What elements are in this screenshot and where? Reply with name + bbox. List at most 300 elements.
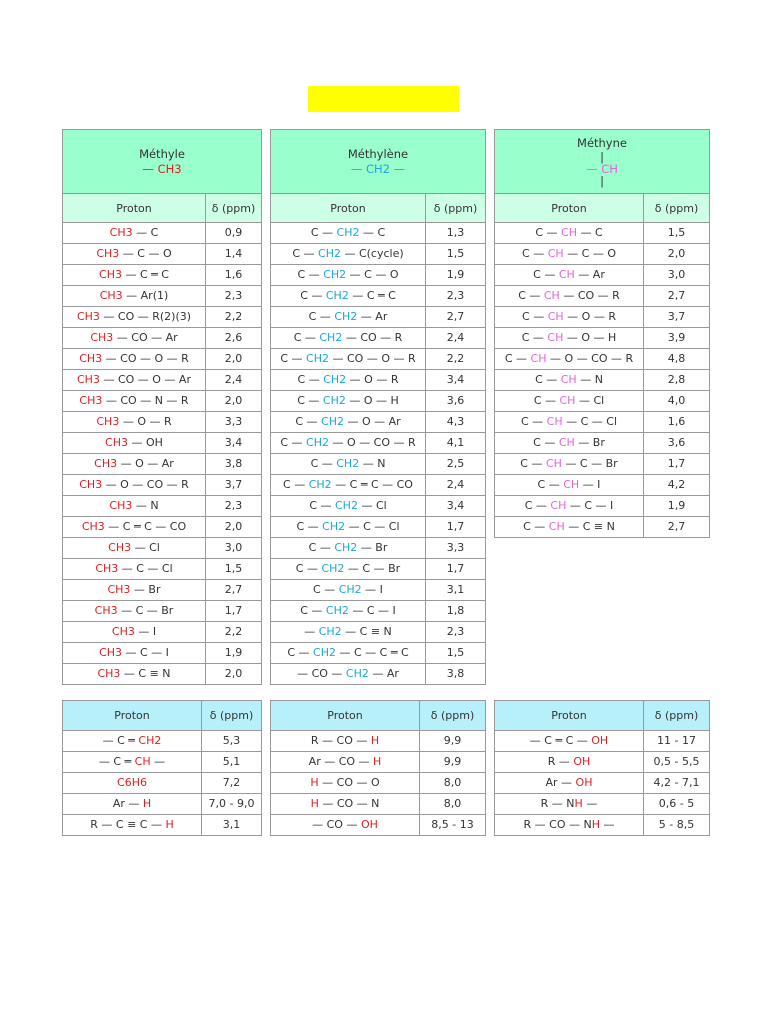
highlighted-proton: CH xyxy=(547,310,564,323)
shift-cell: 1,5 xyxy=(206,559,262,580)
proton-cell: CH3 — CO — Ar xyxy=(63,328,206,349)
shift-cell: 3,6 xyxy=(644,433,710,454)
table-row xyxy=(63,370,262,391)
proton-cell: C — CH — C — O xyxy=(495,244,644,265)
shift-column-header: δ (ppm) xyxy=(644,194,710,223)
shift-cell: 1,6 xyxy=(644,412,710,433)
proton-column-header: Proton xyxy=(63,701,202,731)
proton-cell: C — CH — C ≡ N xyxy=(495,517,644,538)
shift-cell: 2,8 xyxy=(644,370,710,391)
methylene-group-formula: — CH2 — xyxy=(350,161,406,176)
proton-cell: Ar — CO — H xyxy=(271,752,420,773)
proton-cell: C — CH2 — N xyxy=(271,454,426,475)
highlighted-proton: CH3 xyxy=(97,667,121,680)
shift-cell: 1,7 xyxy=(426,559,486,580)
table-row xyxy=(271,731,486,752)
table-row xyxy=(63,559,262,580)
highlighted-proton: CH xyxy=(547,247,564,260)
proton-cell: CH3 — O — CO — R xyxy=(63,475,206,496)
proton-cell: C — CH2 — C ═ C — CO xyxy=(271,475,426,496)
shift-cell: 7,2 xyxy=(202,773,262,794)
table-row xyxy=(271,517,486,538)
table-row xyxy=(271,370,486,391)
aldehyde-acid-table xyxy=(270,700,486,836)
proton-cell: C — CH2 — I xyxy=(271,580,426,601)
table-row xyxy=(63,815,262,836)
proton-cell: C — CH2 — C(cycle) xyxy=(271,244,426,265)
highlighted-proton: CH3 xyxy=(95,562,119,575)
highlighted-proton: H xyxy=(574,797,583,810)
table-row xyxy=(271,391,486,412)
proton-cell: C — CH2 — O — H xyxy=(271,391,426,412)
table-row xyxy=(271,559,486,580)
methyne-table xyxy=(494,129,710,538)
proton-cell: — C ═ CH — xyxy=(63,752,202,773)
table-row xyxy=(271,433,486,454)
proton-cell: C — CH2 — C — O xyxy=(271,265,426,286)
table-row xyxy=(495,731,710,752)
highlighted-proton: CH2 xyxy=(318,625,342,638)
proton-cell: CH3 — C — I xyxy=(63,643,206,664)
highlighted-proton: CH3 xyxy=(79,394,103,407)
table-row xyxy=(271,496,486,517)
shift-cell: 1,3 xyxy=(426,223,486,244)
table-row xyxy=(495,454,710,475)
shift-cell: 2,0 xyxy=(206,391,262,412)
highlighted-proton: CH3 xyxy=(111,625,135,638)
highlighted-proton: CH2 xyxy=(308,478,332,491)
proton-cell: CH3 — OH xyxy=(63,433,206,454)
shift-cell: 3,7 xyxy=(206,475,262,496)
proton-cell: CH3 — C ═ C — CO xyxy=(63,517,206,538)
highlighted-proton: CH2 xyxy=(323,268,347,281)
highlighted-proton: CH3 xyxy=(77,373,100,386)
proton-cell: C — CH — Ar xyxy=(495,265,644,286)
table-row xyxy=(63,475,262,496)
highlighted-proton: H xyxy=(370,734,380,747)
table-row xyxy=(495,349,710,370)
proton-cell: C — CH — O — H xyxy=(495,328,644,349)
table-row xyxy=(495,496,710,517)
shift-cell: 1,8 xyxy=(426,601,486,622)
proton-cell: CH3 — CO — N — R xyxy=(63,391,206,412)
proton-cell: — C ═ C — OH xyxy=(495,731,644,752)
table-row xyxy=(63,622,262,643)
shift-column-header: δ (ppm) xyxy=(426,194,486,223)
shift-cell: 2,3 xyxy=(206,496,262,517)
proton-cell: C — CH — I xyxy=(495,475,644,496)
table-row xyxy=(271,815,486,836)
shift-cell: 2,4 xyxy=(206,370,262,391)
highlighted-proton: CH3 xyxy=(90,331,114,344)
table-row xyxy=(63,307,262,328)
highlighted-proton: CH xyxy=(530,352,547,365)
table-row xyxy=(63,752,262,773)
proton-cell: R — CO — NH — xyxy=(495,815,644,836)
table-row xyxy=(271,538,486,559)
table-row xyxy=(63,773,262,794)
highlighted-proton: CH2 xyxy=(323,373,347,386)
table-row xyxy=(495,794,710,815)
proton-cell: CH3 — O — R xyxy=(63,412,206,433)
shift-cell: 2,7 xyxy=(426,307,486,328)
highlighted-proton: CH xyxy=(543,289,560,302)
methyne-title: Méthyne xyxy=(577,136,627,150)
shift-cell: 9,9 xyxy=(420,731,486,752)
proton-cell: C — CH — C xyxy=(495,223,644,244)
shift-cell: 7,0 - 9,0 xyxy=(202,794,262,815)
proton-cell: C — CH2 — O — Ar xyxy=(271,412,426,433)
highlighted-proton: CH3 xyxy=(79,352,103,365)
highlighted-proton: CH2 xyxy=(138,734,162,747)
shift-cell: 4,0 xyxy=(644,391,710,412)
proton-cell: C — CH — N xyxy=(495,370,644,391)
proton-cell: CH3 — C — Cl xyxy=(63,559,206,580)
table-row xyxy=(63,731,262,752)
highlighted-proton: CH2 xyxy=(336,226,360,239)
shift-cell: 2,0 xyxy=(206,349,262,370)
table-row xyxy=(271,643,486,664)
shift-cell: 3,8 xyxy=(426,664,486,685)
shift-cell: 0,5 - 5,5 xyxy=(644,752,710,773)
proton-cell: R — CO — H xyxy=(271,731,420,752)
shift-column-header: δ (ppm) xyxy=(202,701,262,731)
highlighted-proton: CH xyxy=(560,373,577,386)
proton-cell: CH3 — Ar(1) xyxy=(63,286,206,307)
highlighted-proton: CH xyxy=(134,755,151,768)
highlighted-proton: CH xyxy=(545,457,562,470)
methylene-title: Méthylène xyxy=(347,146,409,161)
proton-cell: H — CO — N xyxy=(271,794,420,815)
proton-cell: CH3 — C ≡ N xyxy=(63,664,206,685)
table-row xyxy=(271,412,486,433)
highlighted-proton: CH xyxy=(563,478,580,491)
table-row xyxy=(271,773,486,794)
shift-cell: 2,7 xyxy=(644,286,710,307)
table-row xyxy=(271,475,486,496)
alkene-aromatic-table xyxy=(62,700,262,836)
shift-cell: 2,3 xyxy=(206,286,262,307)
table-row xyxy=(63,349,262,370)
shift-cell: 1,7 xyxy=(644,454,710,475)
table-row xyxy=(63,433,262,454)
shift-cell: 3,4 xyxy=(206,433,262,454)
highlighted-proton: H xyxy=(373,755,382,768)
table-row xyxy=(63,664,262,685)
table-row xyxy=(495,265,710,286)
highlighted-proton: CH3 xyxy=(99,646,123,659)
table-row xyxy=(495,517,710,538)
shift-cell: 1,4 xyxy=(206,244,262,265)
shift-cell: 1,7 xyxy=(206,601,262,622)
proton-column-header: Proton xyxy=(271,701,420,731)
highlighted-proton: CH3 xyxy=(109,499,133,512)
proton-cell: C — CH — C — Br xyxy=(495,454,644,475)
table-row xyxy=(495,752,710,773)
shift-cell: 2,2 xyxy=(206,622,262,643)
proton-cell: CH3 — CO — R(2)(3) xyxy=(63,307,206,328)
highlighted-proton: CH2 xyxy=(321,562,345,575)
highlighted-proton: CH3 xyxy=(81,520,105,533)
shift-cell: 11 - 17 xyxy=(644,731,710,752)
proton-cell: — CO — CH2 — Ar xyxy=(271,664,426,685)
shift-cell: 3,8 xyxy=(206,454,262,475)
shift-cell: 3,4 xyxy=(426,496,486,517)
highlighted-proton: CH3 xyxy=(96,247,120,260)
title-highlight-box xyxy=(308,86,459,112)
shift-cell: 1,9 xyxy=(426,265,486,286)
highlighted-proton: CH xyxy=(559,394,576,407)
highlighted-proton: H xyxy=(310,776,319,789)
table-row xyxy=(271,454,486,475)
methyne-bond-up: | xyxy=(600,150,604,164)
proton-cell: C — CH2 — C xyxy=(271,223,426,244)
table-row xyxy=(63,538,262,559)
proton-column-header: Proton xyxy=(271,194,426,223)
table-row xyxy=(63,244,262,265)
proton-cell: C — CH2 — CO — R xyxy=(271,328,426,349)
table-row xyxy=(271,349,486,370)
proton-cell: H — CO — O xyxy=(271,773,420,794)
shift-cell: 2,4 xyxy=(426,475,486,496)
highlighted-proton: CH2 xyxy=(321,415,344,428)
shift-cell: 2,6 xyxy=(206,328,262,349)
table-row xyxy=(495,815,710,836)
proton-cell: C — CH2 — CO — O — R xyxy=(271,349,426,370)
shift-cell: 2,3 xyxy=(426,622,486,643)
proton-cell: C — CH2 — Cl xyxy=(271,496,426,517)
highlighted-proton: CH2 xyxy=(322,520,346,533)
shift-cell: 1,5 xyxy=(426,643,486,664)
table-row xyxy=(271,664,486,685)
table-row xyxy=(63,391,262,412)
methyne-bond-down: | xyxy=(600,174,604,188)
highlighted-proton: CH2 xyxy=(345,667,369,680)
shift-cell: 2,7 xyxy=(206,580,262,601)
shift-cell: 4,2 xyxy=(644,475,710,496)
highlighted-proton: CH2 xyxy=(306,436,329,449)
proton-cell: CH3 — CO — O — R xyxy=(63,349,206,370)
proton-cell: C — CH — Cl xyxy=(495,391,644,412)
shift-cell: 2,0 xyxy=(644,244,710,265)
highlighted-proton: CH2 xyxy=(322,394,346,407)
methyl-title: Méthyle xyxy=(139,146,185,161)
shift-cell: 3,1 xyxy=(426,580,486,601)
highlighted-proton: H xyxy=(310,797,319,810)
proton-cell: Ar — OH xyxy=(495,773,644,794)
highlighted-proton: CH3 xyxy=(79,478,103,491)
table-row xyxy=(271,223,486,244)
highlighted-proton: CH3 xyxy=(108,541,132,554)
highlighted-proton: H xyxy=(591,818,600,831)
shift-cell: 1,5 xyxy=(644,223,710,244)
shift-cell: 3,7 xyxy=(644,307,710,328)
table-row xyxy=(271,601,486,622)
highlighted-proton: CH2 xyxy=(319,331,343,344)
proton-cell: CH3 — Cl xyxy=(63,538,206,559)
methylene-table xyxy=(270,129,486,685)
shift-cell: 2,0 xyxy=(206,517,262,538)
methylene-group-header xyxy=(271,130,486,194)
highlighted-proton: CH xyxy=(548,520,565,533)
highlighted-proton: CH2 xyxy=(306,352,329,365)
highlighted-proton: CH2 xyxy=(318,247,341,260)
proton-cell: C — CH — CO — R xyxy=(495,286,644,307)
table-row xyxy=(495,328,710,349)
highlighted-proton: CH2 xyxy=(325,604,349,617)
shift-cell: 4,2 - 7,1 xyxy=(644,773,710,794)
table-row xyxy=(63,601,262,622)
alcohol-amine-table xyxy=(494,700,710,836)
proton-cell: — CO — OH xyxy=(271,815,420,836)
table-row xyxy=(495,773,710,794)
shift-cell: 0,9 xyxy=(206,223,262,244)
proton-cell: CH3 — O — Ar xyxy=(63,454,206,475)
table-row xyxy=(63,517,262,538)
highlighted-proton: CH2 xyxy=(325,289,349,302)
proton-cell: R — OH xyxy=(495,752,644,773)
table-row xyxy=(63,328,262,349)
shift-cell: 9,9 xyxy=(420,752,486,773)
proton-cell: CH3 — C — Br xyxy=(63,601,206,622)
highlighted-proton: C6H6 xyxy=(117,776,147,789)
table-row xyxy=(63,286,262,307)
methyne-group-text: — CH xyxy=(586,162,618,176)
table-row xyxy=(63,265,262,286)
proton-cell: CH3 — C ═ C xyxy=(63,265,206,286)
table-row xyxy=(63,454,262,475)
table-row xyxy=(271,622,486,643)
highlighted-proton: CH2 xyxy=(338,583,362,596)
table-row xyxy=(495,223,710,244)
shift-column-header: δ (ppm) xyxy=(206,194,262,223)
highlighted-proton: CH3 xyxy=(99,289,123,302)
highlighted-proton: CH xyxy=(547,331,564,344)
proton-cell: C — CH2 — O — CO — R xyxy=(271,433,426,454)
proton-cell: R — C ≡ C — H xyxy=(63,815,202,836)
highlighted-proton: CH3 xyxy=(94,457,118,470)
proton-cell: — C ═ CH2 xyxy=(63,731,202,752)
proton-cell: C — CH2 — C — Cl xyxy=(271,517,426,538)
shift-cell: 4,1 xyxy=(426,433,486,454)
shift-cell: 1,6 xyxy=(206,265,262,286)
highlighted-proton: CH2 xyxy=(334,541,358,554)
highlighted-proton: CH2 xyxy=(335,499,358,512)
table-row xyxy=(271,286,486,307)
highlighted-proton: CH2 xyxy=(334,310,358,323)
shift-cell: 3,3 xyxy=(426,538,486,559)
highlighted-proton: CH3 xyxy=(109,226,133,239)
table-row xyxy=(271,794,486,815)
shift-cell: 3,6 xyxy=(426,391,486,412)
shift-cell: 4,3 xyxy=(426,412,486,433)
shift-cell: 2,4 xyxy=(426,328,486,349)
table-row xyxy=(271,307,486,328)
highlighted-proton: CH3 xyxy=(94,604,118,617)
table-row xyxy=(63,412,262,433)
table-row xyxy=(495,433,710,454)
proton-cell: CH3 — N xyxy=(63,496,206,517)
highlighted-proton: CH3 xyxy=(96,415,120,428)
shift-cell: 2,2 xyxy=(206,307,262,328)
methyl-table xyxy=(62,129,262,685)
table-row xyxy=(63,496,262,517)
proton-column-header: Proton xyxy=(495,701,644,731)
table-row xyxy=(495,307,710,328)
highlighted-proton: CH2 xyxy=(336,457,360,470)
table-row xyxy=(495,391,710,412)
proton-cell: C — CH2 — Br xyxy=(271,538,426,559)
shift-cell: 5 - 8,5 xyxy=(644,815,710,836)
methyl-group-header xyxy=(63,130,262,194)
shift-cell: 4,8 xyxy=(644,349,710,370)
shift-cell: 1,9 xyxy=(644,496,710,517)
highlighted-proton: H xyxy=(142,797,152,810)
proton-column-header: Proton xyxy=(495,194,644,223)
highlighted-proton: OH xyxy=(591,734,609,747)
highlighted-proton: CH3 xyxy=(105,436,128,449)
proton-cell: C — CH2 — C — C ═ C xyxy=(271,643,426,664)
table-row xyxy=(271,580,486,601)
shift-cell: 3,0 xyxy=(644,265,710,286)
table-row xyxy=(63,580,262,601)
table-row xyxy=(271,328,486,349)
highlighted-proton: CH xyxy=(550,499,567,512)
proton-cell: CH3 — C xyxy=(63,223,206,244)
proton-cell: C — CH — C — Cl xyxy=(495,412,644,433)
proton-cell: — CH2 — C ≡ N xyxy=(271,622,426,643)
proton-cell: CH3 — Br xyxy=(63,580,206,601)
shift-cell: 3,9 xyxy=(644,328,710,349)
shift-cell: 1,7 xyxy=(426,517,486,538)
proton-cell: C — CH — O — R xyxy=(495,307,644,328)
shift-cell: 2,7 xyxy=(644,517,710,538)
proton-cell: Ar — H xyxy=(63,794,202,815)
shift-cell: 3,1 xyxy=(202,815,262,836)
table-row xyxy=(495,412,710,433)
shift-cell: 8,0 xyxy=(420,773,486,794)
proton-cell: C — CH — C — I xyxy=(495,496,644,517)
table-row xyxy=(271,265,486,286)
shift-cell: 8,0 xyxy=(420,794,486,815)
proton-cell: C — CH2 — Ar xyxy=(271,307,426,328)
highlighted-proton: OH xyxy=(575,776,593,789)
highlighted-proton: CH xyxy=(558,436,575,449)
shift-column-header: δ (ppm) xyxy=(420,701,486,731)
highlighted-proton: OH xyxy=(573,755,591,768)
highlighted-proton: OH xyxy=(360,818,378,831)
highlighted-proton: CH xyxy=(546,415,563,428)
table-row xyxy=(63,643,262,664)
shift-cell: 1,9 xyxy=(206,643,262,664)
shift-cell: 3,0 xyxy=(206,538,262,559)
table-row xyxy=(271,752,486,773)
proton-cell: CH3 — CO — O — Ar xyxy=(63,370,206,391)
highlighted-proton: CH3 xyxy=(76,310,100,323)
shift-cell: 8,5 - 13 xyxy=(420,815,486,836)
shift-cell: 2,3 xyxy=(426,286,486,307)
proton-cell: C — CH — Br xyxy=(495,433,644,454)
methyl-group-formula: — CH3 xyxy=(142,161,182,176)
proton-cell: R — NH — xyxy=(495,794,644,815)
proton-cell xyxy=(63,773,202,794)
methyne-group-header xyxy=(495,130,710,194)
proton-cell: CH3 — I xyxy=(63,622,206,643)
shift-cell: 5,1 xyxy=(202,752,262,773)
proton-cell: C — CH2 — C — I xyxy=(271,601,426,622)
highlighted-proton: CH xyxy=(561,226,577,239)
shift-cell: 2,2 xyxy=(426,349,486,370)
